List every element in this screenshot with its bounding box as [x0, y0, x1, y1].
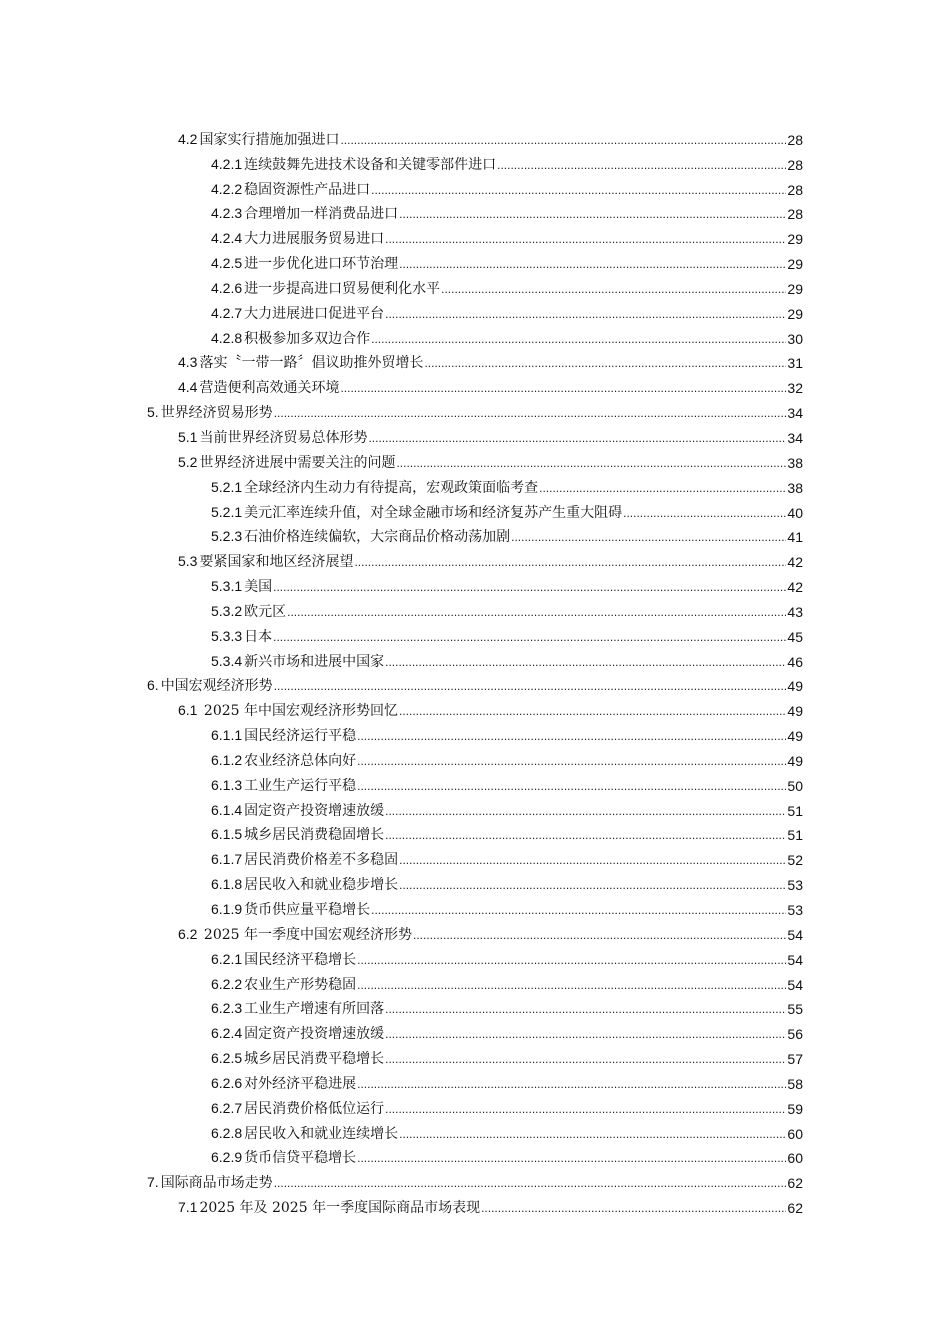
toc-entry-number: 5.2.3 [211, 528, 243, 545]
toc-entry-number: 6.1.1 [211, 727, 243, 744]
toc-entry[interactable] [0, 151, 950, 176]
toc-entry[interactable] [0, 126, 950, 151]
dot-leader [413, 926, 786, 944]
toc-entry-text: 2025 年及 2025 年一季度国际商品市场表现 [199, 1200, 481, 1217]
toc-entry-page-number: 50 [787, 777, 803, 794]
toc-entry-text: 货币供应量平稳增长 [244, 902, 371, 918]
toc-entry-title [211, 1024, 384, 1043]
toc-entry-page-number: 58 [787, 1075, 803, 1092]
toc-entry[interactable] [0, 1194, 950, 1219]
dot-leader [385, 802, 786, 820]
dot-leader [385, 826, 786, 844]
toc-entry-page-number: 34 [787, 429, 803, 446]
toc-entry-page-number: 38 [787, 479, 803, 496]
toc-entry-number: 4.2.5 [211, 255, 243, 272]
toc-entry-page-number: 28 [787, 156, 803, 173]
toc-entry-text: 国际商品市场走势 [160, 1175, 273, 1192]
dot-leader [385, 653, 786, 671]
toc-entry-number: 6.1.4 [211, 801, 243, 818]
toc-entry-number: 6. [147, 677, 159, 694]
toc-entry-title [178, 453, 395, 472]
toc-entry-title [211, 254, 398, 273]
toc-entry-number: 5.3 [178, 553, 198, 570]
toc-entry[interactable] [0, 822, 950, 847]
toc-entry-page-number: 28 [787, 131, 803, 148]
toc-entry-title [211, 652, 384, 671]
toc-entry-number: 7.1 [178, 1199, 198, 1216]
toc-entry-number: 6.2 [178, 925, 198, 942]
toc-entry-text: 欧元区 [244, 603, 287, 620]
toc-entry-number: 5.3.2 [211, 602, 243, 619]
dot-leader [385, 1050, 786, 1068]
toc-entry[interactable] [0, 1169, 950, 1194]
toc-entry-text: 落实〝一带一路〞倡议助推外贸增长 [199, 355, 424, 372]
dot-leader [539, 479, 786, 497]
toc-entry[interactable] [0, 921, 950, 946]
toc-entry-title [147, 403, 273, 422]
toc-entry-text: 进一步提高进口贸易便利化水平 [244, 280, 441, 297]
toc-entry-page-number: 38 [787, 454, 803, 471]
dot-leader [357, 777, 786, 795]
toc-entry-text: 工业生产增速有所回落 [244, 1001, 385, 1018]
toc-entry-text: 工业生产运行平稳 [244, 777, 357, 794]
toc-entry-title [211, 850, 398, 869]
dot-leader [396, 454, 786, 472]
dot-leader [623, 504, 786, 522]
dot-leader [441, 280, 786, 298]
toc-entry-page-number: 49 [787, 703, 803, 720]
toc-entry-page-number: 28 [787, 181, 803, 198]
toc-entry[interactable] [0, 325, 950, 350]
toc-entry-number: 5.3.1 [211, 578, 243, 595]
toc-entry-text: 中国宏观经济形势 [160, 678, 273, 695]
toc-entry-text: 全球经济内生动力有待提高，宏观政策面临考查 [244, 479, 539, 496]
dot-leader [385, 1000, 786, 1018]
toc-entry[interactable] [0, 374, 950, 399]
toc-entry-title [178, 925, 412, 944]
toc-entry-number: 6.1.8 [211, 876, 243, 893]
dot-leader [287, 603, 786, 621]
toc-entry-page-number: 32 [787, 380, 803, 397]
dot-leader [385, 1100, 786, 1118]
toc-entry[interactable] [0, 1070, 950, 1095]
toc-entry-page-number: 41 [787, 529, 803, 546]
toc-entry-title [211, 602, 286, 621]
dot-leader [424, 354, 786, 372]
toc-entry-page-number: 60 [787, 1150, 803, 1167]
toc-entry-text: 世界经济贸易形势 [160, 405, 273, 422]
toc-entry-number: 6.2.7 [211, 1099, 243, 1116]
toc-entry[interactable] [0, 896, 950, 921]
toc-entry-title [211, 1148, 356, 1167]
toc-entry-page-number: 52 [787, 852, 803, 869]
toc-entry[interactable] [0, 747, 950, 772]
toc-entry-title [211, 1074, 356, 1093]
toc-entry-number: 6.2.2 [211, 975, 243, 992]
toc-entry-number: 4.4 [178, 379, 198, 396]
toc-entry-text: 国民经济平稳增长 [244, 951, 357, 968]
toc-entry-page-number: 29 [787, 305, 803, 322]
toc-entry-title [211, 999, 384, 1018]
toc-entry-text: 居民消费价格低位运行 [244, 1100, 385, 1117]
dot-leader [357, 1075, 786, 1093]
toc-entry-page-number: 29 [787, 256, 803, 273]
toc-entry-text: 大力进展服务贸易进口 [244, 231, 385, 248]
toc-entry-title [211, 825, 384, 844]
toc-entry-page-number: 29 [787, 280, 803, 297]
toc-entry-number: 6.1.3 [211, 776, 243, 793]
toc-entry-page-number: 62 [787, 1200, 803, 1217]
toc-entry-text: 日本 [244, 628, 273, 645]
dot-leader [274, 404, 787, 422]
dot-leader [357, 1149, 786, 1167]
toc-entry-number: 6.2.9 [211, 1149, 243, 1166]
dot-leader [340, 131, 786, 149]
toc-entry[interactable] [0, 250, 950, 275]
toc-entry-number: 4.2.7 [211, 304, 243, 321]
toc-entry-page-number: 59 [787, 1100, 803, 1117]
toc-entry-text: 城乡居民消费稳固增长 [244, 827, 385, 844]
dot-leader [273, 628, 786, 646]
toc-entry-title [178, 701, 398, 720]
toc-entry-title [178, 378, 339, 397]
toc-entry-number: 6.1 [178, 702, 198, 719]
toc-entry-page-number: 45 [787, 628, 803, 645]
toc-entry-title [211, 478, 538, 497]
toc-entry-number: 6.2.3 [211, 1000, 243, 1017]
toc-entry-page-number: 60 [787, 1125, 803, 1142]
toc-entry[interactable] [0, 971, 950, 996]
toc-entry-page-number: 53 [787, 902, 803, 918]
dot-leader [497, 156, 786, 174]
toc-entry-number: 4.3 [178, 354, 198, 371]
toc-entry[interactable] [0, 424, 950, 449]
toc-entry-page-number: 54 [787, 976, 803, 993]
toc-entry-number: 6.2.4 [211, 1025, 243, 1042]
toc-entry-title [147, 676, 273, 695]
toc-entry-number: 6.1.9 [211, 901, 243, 917]
toc-entry-page-number: 43 [787, 603, 803, 620]
toc-entry[interactable] [0, 524, 950, 549]
toc-entry[interactable] [0, 275, 950, 300]
toc-entry-text: 居民消费价格差不多稳固 [244, 852, 399, 869]
toc-entry-number: 6.1.7 [211, 851, 243, 868]
dot-leader [399, 876, 786, 894]
toc-entry-text: 营造便利高效通关环境 [199, 380, 340, 397]
toc-entry[interactable] [0, 846, 950, 871]
toc-entry-title [211, 950, 356, 969]
toc-entry-page-number: 57 [787, 1051, 803, 1068]
toc-entry[interactable] [0, 474, 950, 499]
toc-entry-title [211, 627, 272, 646]
toc-entry-page-number: 29 [787, 231, 803, 248]
dot-leader [481, 1199, 786, 1217]
toc-entry-page-number: 51 [787, 827, 803, 844]
toc-entry-text: 当前世界经济贸易总体形势 [199, 429, 368, 446]
toc-entry[interactable] [0, 1095, 950, 1120]
toc-entry-title [211, 155, 496, 174]
toc-entry-text: 农业生产形势稳固 [244, 976, 357, 993]
toc-entry-title [211, 875, 398, 894]
toc-entry-number: 6.2.1 [211, 950, 243, 967]
toc-entry[interactable] [0, 350, 950, 375]
toc-entry-text: 世界经济进展中需要关注的问题 [199, 454, 396, 471]
toc-entry-page-number: 42 [787, 579, 803, 596]
toc-entry-title [211, 204, 398, 223]
toc-entry-text: 连续鼓舞先进技术设备和关键零部件进口 [244, 156, 497, 173]
toc-entry[interactable] [0, 449, 950, 474]
toc-entry-title [147, 1173, 273, 1192]
toc-entry[interactable] [0, 1120, 950, 1145]
toc-entry-title [211, 1124, 398, 1143]
toc-entry-page-number: 42 [787, 554, 803, 571]
toc-entry[interactable] [0, 1145, 950, 1170]
toc-entry-page-number: 46 [787, 653, 803, 670]
dot-leader [399, 851, 786, 869]
toc-entry-title [211, 900, 370, 919]
toc-entry-text: 农业经济总体向好 [244, 752, 357, 769]
toc-entry-text: 美国 [244, 579, 273, 596]
toc-entry[interactable] [0, 300, 950, 325]
toc-entry-title [211, 527, 510, 546]
dot-leader [357, 976, 786, 994]
toc-entry-page-number: 31 [787, 355, 803, 372]
toc-entry[interactable] [0, 623, 950, 648]
toc-entry-number: 5. [147, 404, 159, 421]
toc-entry-title [211, 1049, 384, 1068]
toc-entry[interactable] [0, 722, 950, 747]
dot-leader [371, 330, 786, 348]
toc-entry-number: 6.2.6 [211, 1074, 243, 1091]
toc-entry-text: 石油价格连续偏软，大宗商品价格动荡加剧 [244, 529, 511, 546]
toc-entry-number: 5.2 [178, 453, 198, 470]
dot-leader [385, 230, 786, 248]
toc-entry-text: 居民收入和就业稳步增长 [244, 877, 399, 894]
dot-leader [340, 379, 786, 397]
toc-entry[interactable] [0, 673, 950, 698]
toc-entry-text: 大力进展进口促进平台 [244, 305, 385, 322]
toc-entry-page-number: 54 [787, 951, 803, 968]
toc-entry-number: 4.2.4 [211, 230, 243, 247]
toc-entry-number: 6.2.8 [211, 1124, 243, 1141]
toc-entry-title [178, 353, 423, 372]
toc-entry-text: 要紧国家和地区经济展望 [199, 554, 354, 571]
toc-entry[interactable] [0, 946, 950, 971]
toc-entry-number: 4.2 [178, 130, 198, 147]
dot-leader [274, 677, 787, 695]
toc-entry-title [211, 1099, 384, 1118]
toc-entry-page-number: 51 [787, 802, 803, 819]
toc-entry-title [178, 552, 353, 571]
toc-entry-number: 6.2.5 [211, 1050, 243, 1067]
toc-entry-title [211, 304, 384, 323]
toc-entry-page-number: 30 [787, 330, 803, 347]
dot-leader [371, 901, 786, 919]
table-of-contents [0, 126, 950, 1219]
dot-leader [273, 578, 786, 596]
toc-entry-title [211, 229, 384, 248]
toc-entry-number: 4.2.1 [211, 155, 243, 172]
toc-entry-text: 2025 年中国宏观经济形势回忆 [199, 703, 398, 720]
toc-entry[interactable] [0, 499, 950, 524]
toc-entry[interactable] [0, 772, 950, 797]
toc-entry-number: 7. [147, 1174, 159, 1191]
toc-entry-number: 5.1 [178, 428, 198, 445]
toc-entry-text: 城乡居民消费平稳增长 [244, 1051, 385, 1068]
toc-entry[interactable] [0, 697, 950, 722]
toc-entry[interactable] [0, 1045, 950, 1070]
toc-entry-title [211, 975, 356, 994]
toc-entry-text: 积极参加多双边合作 [244, 330, 371, 347]
toc-entry-page-number: 55 [787, 1001, 803, 1018]
toc-entry[interactable] [0, 225, 950, 250]
toc-entry-number: 4.2.8 [211, 329, 243, 346]
toc-entry-number: 5.3.4 [211, 652, 243, 669]
toc-entry-page-number: 56 [787, 1026, 803, 1043]
toc-entry-page-number: 53 [787, 877, 803, 894]
dot-leader [399, 255, 786, 273]
dot-leader [511, 528, 786, 546]
toc-entry-title [211, 180, 370, 199]
toc-entry[interactable] [0, 399, 950, 424]
toc-entry-title [211, 751, 356, 770]
toc-entry-title [178, 130, 339, 149]
toc-entry-title [211, 279, 440, 298]
toc-entry-title [178, 428, 367, 447]
toc-entry-number: 4.2.6 [211, 279, 243, 296]
toc-entry-text: 合理增加一样消费品进口 [244, 206, 399, 223]
toc-entry-number: 4.2.2 [211, 180, 243, 197]
toc-entry-text: 进一步优化进口环节治理 [244, 256, 399, 273]
dot-leader [357, 727, 786, 745]
toc-entry-number: 5.2.1 [211, 503, 243, 520]
toc-entry-page-number: 28 [787, 206, 803, 223]
toc-entry-page-number: 62 [787, 1175, 803, 1192]
toc-entry-title [178, 1198, 480, 1217]
toc-entry[interactable] [0, 201, 950, 226]
toc-entry-page-number: 34 [787, 405, 803, 422]
dot-leader [274, 1174, 787, 1192]
toc-entry-page-number: 49 [787, 678, 803, 695]
toc-entry-number: 6.1.5 [211, 826, 243, 843]
toc-entry-text: 稳固资源性产品进口 [244, 181, 371, 198]
dot-leader [357, 951, 786, 969]
dot-leader [399, 1125, 786, 1143]
toc-entry-text: 固定资产投资增速放缓 [244, 1026, 385, 1043]
toc-entry[interactable] [0, 797, 950, 822]
toc-entry-page-number: 49 [787, 752, 803, 769]
toc-entry[interactable] [0, 573, 950, 598]
toc-entry-text: 新兴市场和进展中国家 [244, 653, 385, 670]
toc-entry[interactable] [0, 548, 950, 573]
dot-leader [357, 752, 786, 770]
toc-entry-page-number: 49 [787, 728, 803, 745]
toc-entry-number: 5.2.1 [211, 478, 243, 495]
toc-entry-title [211, 577, 272, 596]
dot-leader [399, 702, 786, 720]
toc-entry-title [211, 329, 370, 348]
toc-entry-text: 2025 年一季度中国宏观经济形势 [199, 926, 412, 943]
toc-entry-text: 国民经济运行平稳 [244, 728, 357, 745]
toc-entry[interactable] [0, 598, 950, 623]
dot-leader [354, 553, 786, 571]
toc-entry-text: 对外经济平稳进展 [244, 1075, 357, 1092]
toc-entry-title [211, 726, 356, 745]
toc-entry-text: 固定资产投资增速放缓 [244, 802, 385, 819]
toc-entry[interactable] [0, 648, 950, 673]
toc-entry-title [211, 801, 384, 820]
toc-entry[interactable] [0, 871, 950, 896]
toc-entry-text: 居民收入和就业连续增长 [244, 1125, 399, 1142]
toc-entry[interactable] [0, 996, 950, 1021]
toc-entry-text: 美元汇率连续升值，对全球金融市场和经济复苏产生重大阻碍 [244, 504, 623, 521]
dot-leader [371, 181, 786, 199]
toc-entry[interactable] [0, 176, 950, 201]
dot-leader [385, 1025, 786, 1043]
toc-entry-page-number: 40 [787, 504, 803, 521]
toc-entry[interactable] [0, 1020, 950, 1045]
toc-entry-text: 国家实行措施加强进口 [199, 131, 340, 148]
dot-leader [385, 305, 786, 323]
dot-leader [399, 205, 786, 223]
toc-entry-title [211, 503, 622, 522]
toc-entry-page-number: 54 [787, 926, 803, 943]
toc-entry-text: 货币信贷平稳增长 [244, 1150, 357, 1167]
toc-entry-number: 5.3.3 [211, 627, 243, 644]
dot-leader [368, 429, 786, 447]
toc-entry-number: 6.1.2 [211, 751, 243, 768]
toc-entry-number: 4.2.3 [211, 205, 243, 222]
toc-entry-title [211, 776, 356, 795]
